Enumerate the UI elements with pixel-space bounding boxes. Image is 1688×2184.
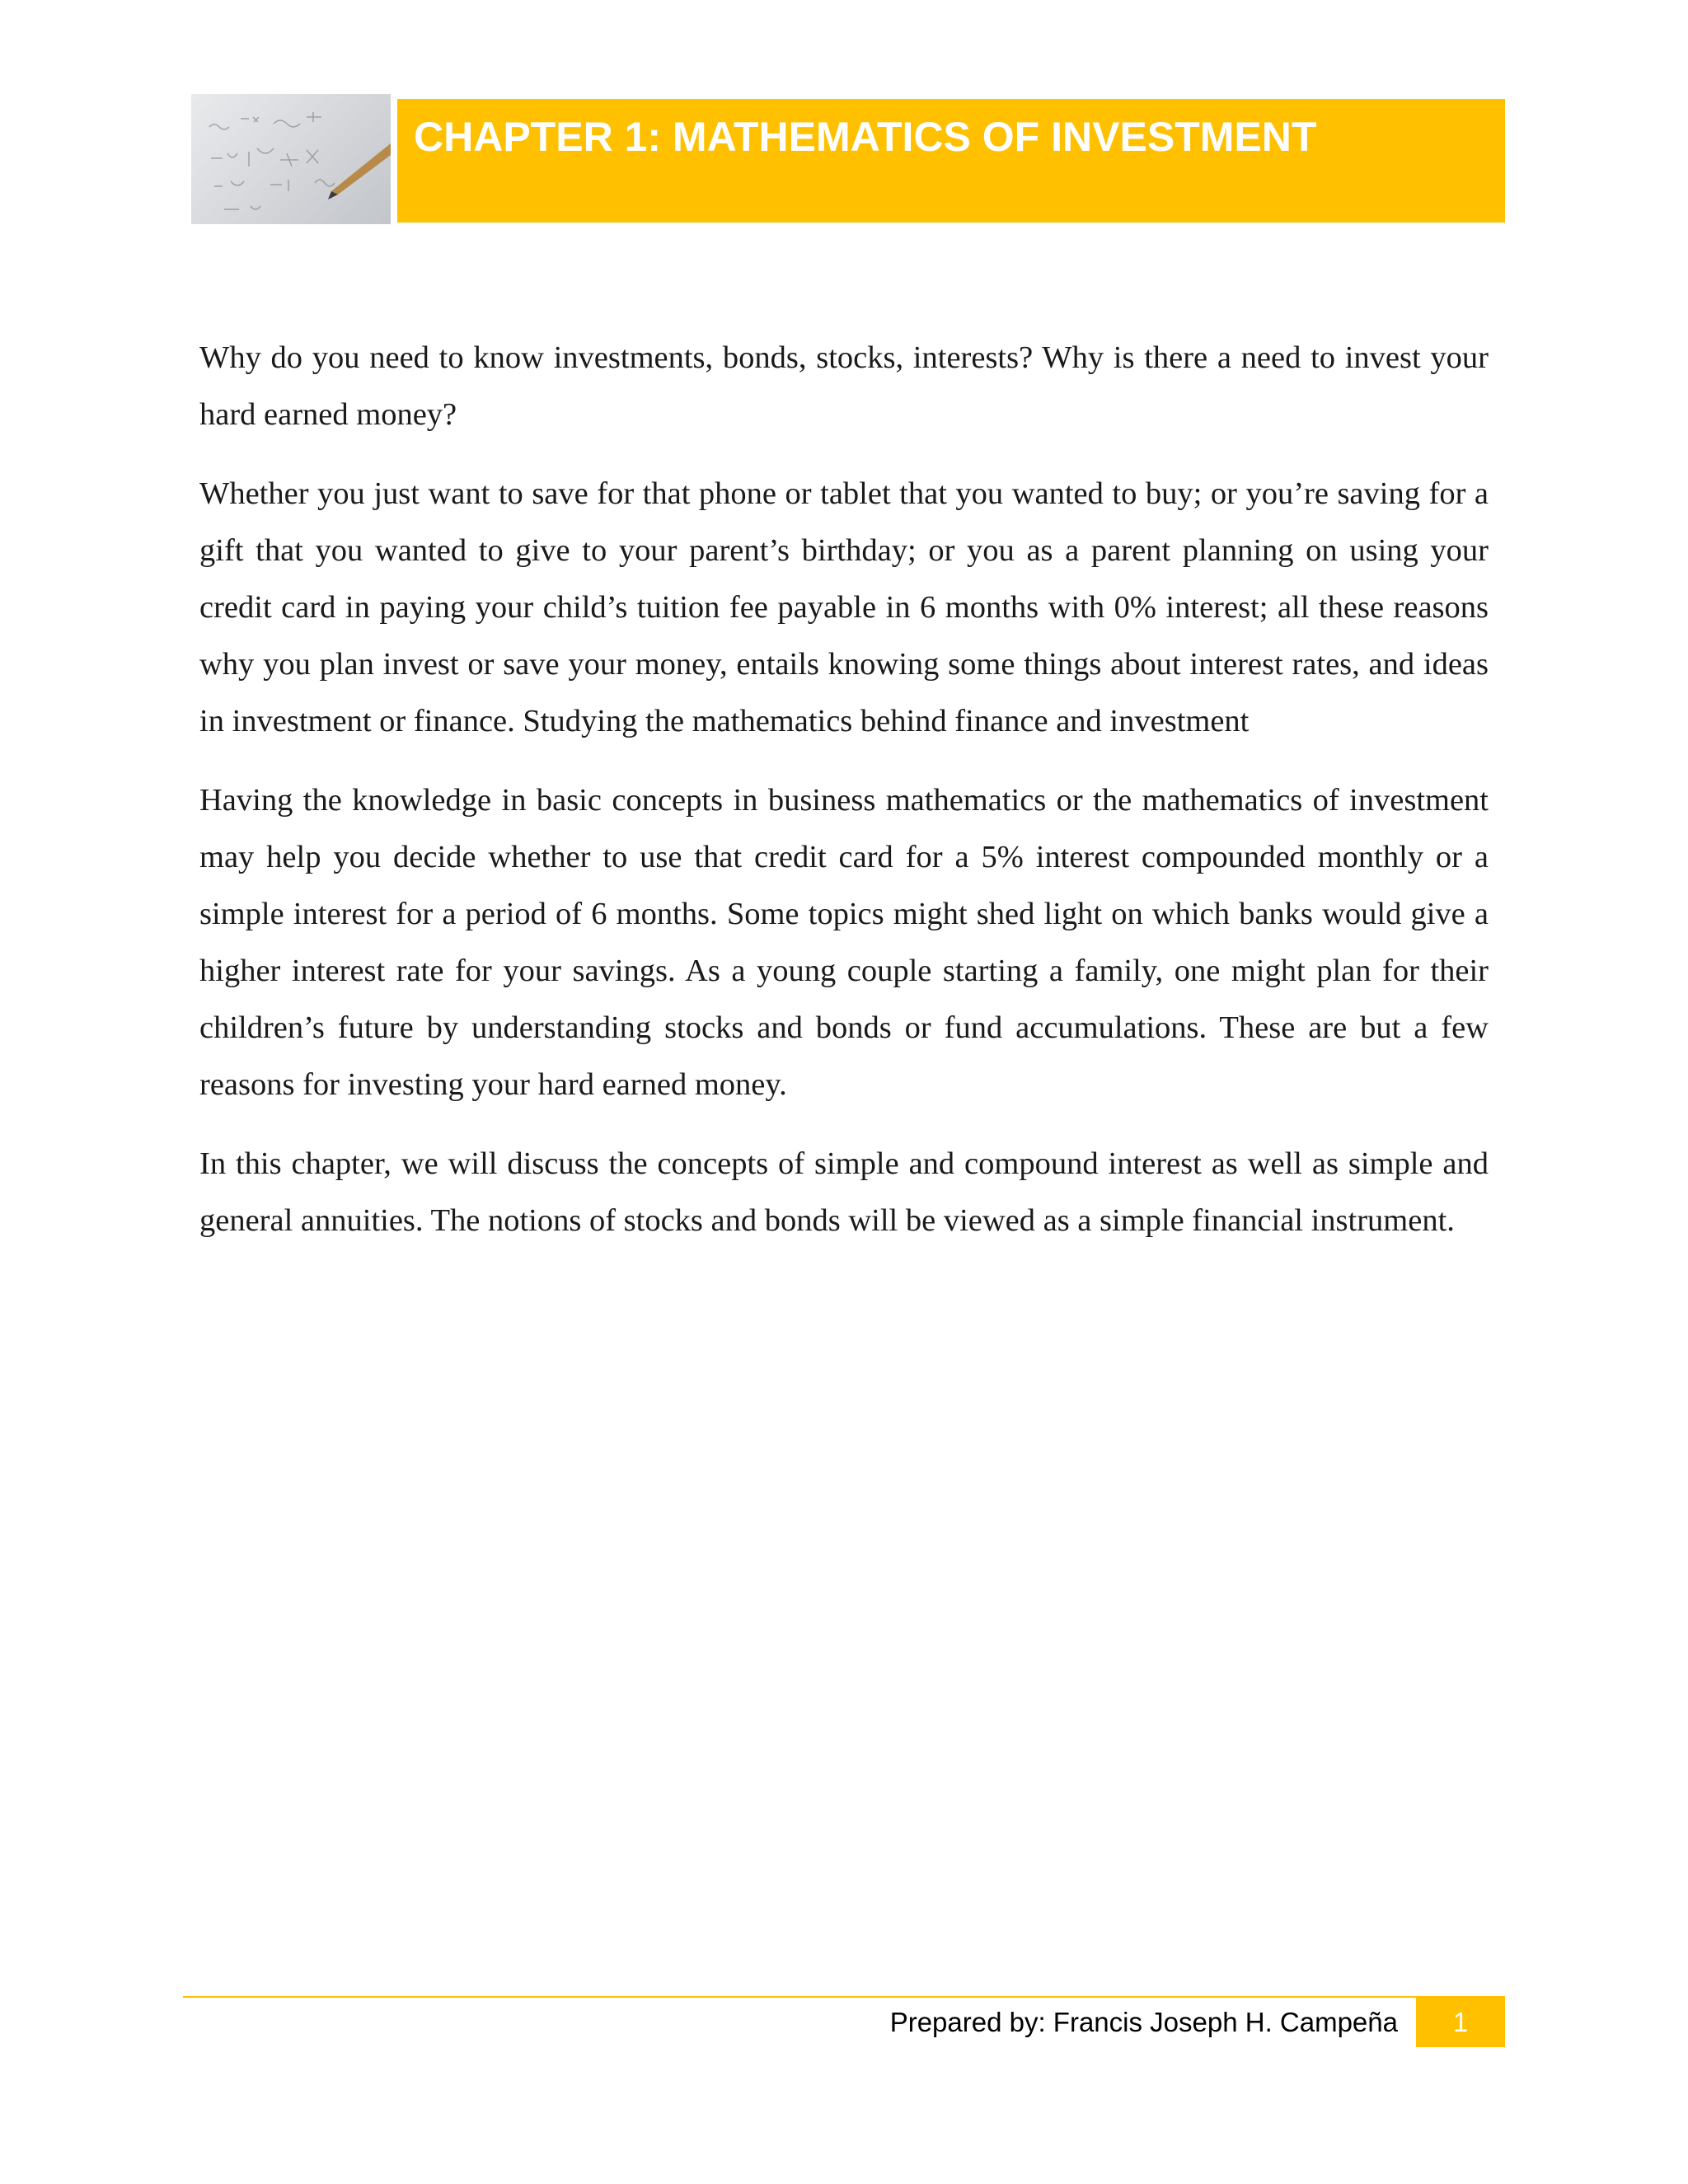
chapter-body xyxy=(199,330,1489,1272)
body-paragraph: Whether you just want to save for that phone or tablet that you wanted to buy; or you’re saving for a gift that you wanted to give to your parent’s birthday; or you as a parent planning on using your credit card in paying your child’s tuition fee payable in 6 months with 0% interest; all these reasons why you plan invest or save your money, entails knowing some things about interest rates, and ideas in investment or finance. Studying the mathematics behind finance and investment xyxy=(199,476,1489,738)
body-paragraph: In this chapter, we will discuss the concepts of simple and compound interest as well as simple and general annuities. The notions of stocks and bonds will be viewed as a simple financial instrument. xyxy=(199,1146,1489,1238)
body-paragraph: Having the knowledge in basic concepts in business mathematics or the mathematics of investment may help you decide whether to use that credit card for a 5% interest compounded monthly or a simple interest for a period of 6 months. Some topics might shed light on which banks would give a higher interest rate for your savings. As a young couple starting a family, one might plan for their children’s future by understanding stocks and bonds or fund accumulations. These are but a few reasons for investing your hard earned money. xyxy=(199,783,1489,1102)
header-photo-math-notes xyxy=(191,94,391,224)
math-notes-pencil-icon xyxy=(191,94,391,224)
chapter-title: CHAPTER 1: MATHEMATICS OF INVESTMENT xyxy=(414,114,1317,160)
page-number-badge xyxy=(1416,1998,1505,2047)
body-paragraph: Why do you need to know investments, bonds, stocks, interests? Why is there a need to invest your hard earned money? xyxy=(199,340,1489,432)
page-number: 1 xyxy=(1452,2007,1469,2037)
chapter-banner xyxy=(397,99,1505,223)
footer-prepared-by: Prepared by: Francis Joseph H. Campeña xyxy=(889,2007,1398,2037)
